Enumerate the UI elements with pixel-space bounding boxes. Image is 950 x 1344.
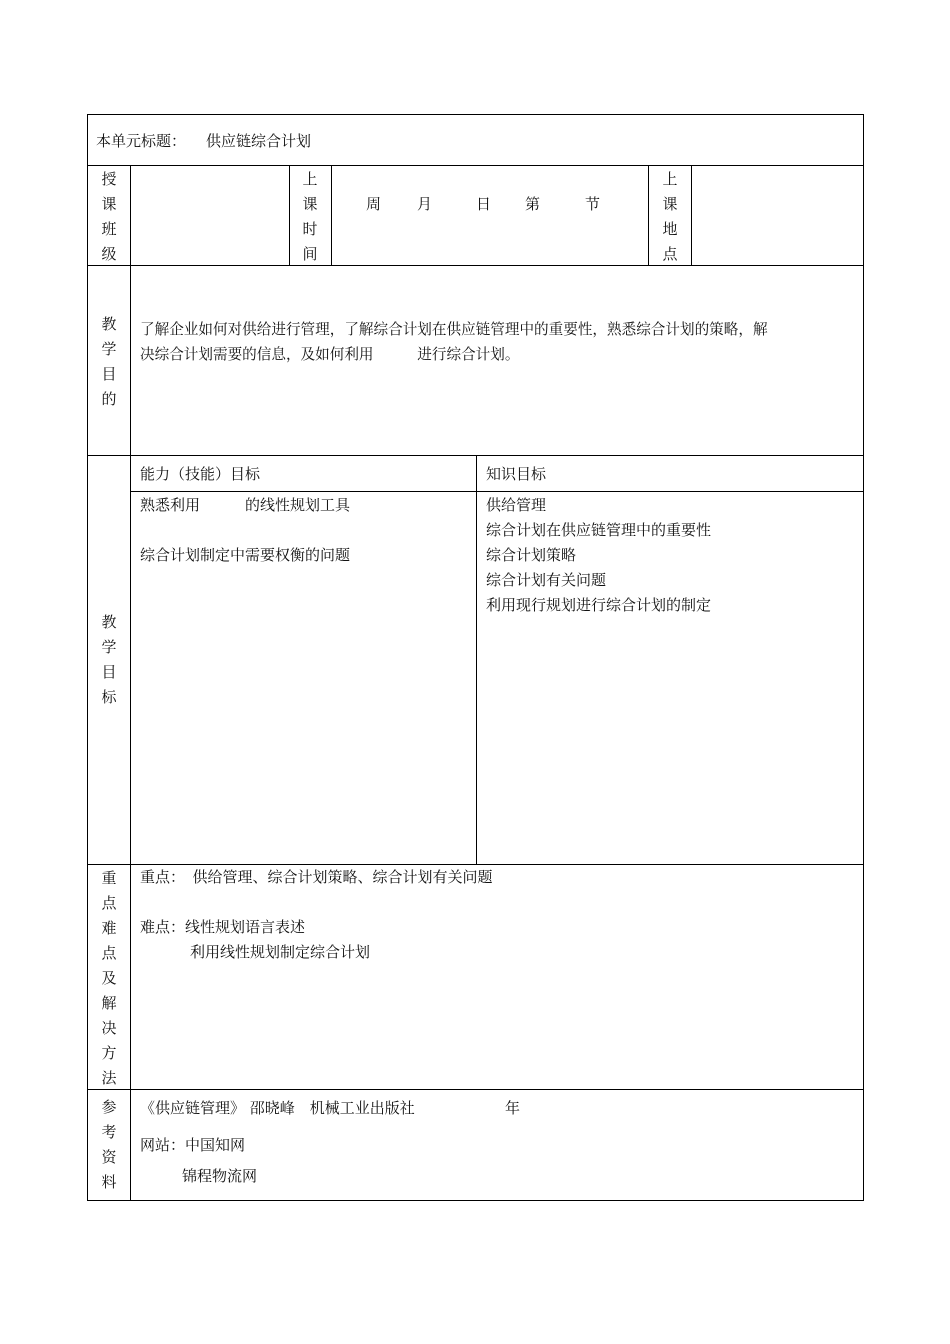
- divider: [130, 165, 131, 1201]
- key-points-label: 重 点 难 点 及 解 决 方 法: [101, 869, 117, 1087]
- key-point: 重点： 供给管理、综合计划策略、综合计划有关问题: [140, 868, 493, 886]
- divider: [130, 491, 864, 492]
- unit-title: 供应链综合计划: [206, 132, 312, 150]
- time-label: 上 课 时 间: [302, 170, 318, 263]
- knowledge-item: 利用现行规划进行综合计划的制定: [486, 596, 712, 614]
- reference-book: 《供应链管理》 邵晓峰 机械工业出版社: [140, 1099, 415, 1117]
- unit-title-label: 本单元标题：: [96, 132, 187, 150]
- knowledge-item: 综合计划在供应链管理中的重要性: [486, 521, 712, 539]
- place-label: 上 课 地 点: [662, 170, 678, 263]
- divider: [691, 165, 692, 265]
- knowledge-item: 综合计划策略: [486, 546, 577, 564]
- divider: [87, 165, 864, 166]
- time-week: 周: [366, 195, 382, 213]
- time-day: 日: [476, 195, 492, 213]
- difficulty: 难点：线性规划语言表述: [140, 918, 306, 936]
- ability-item: 综合计划制定中需要权衡的问题: [140, 546, 351, 564]
- purpose-line: 了解企业如何对供给进行管理，了解综合计划在供应链管理中的重要性，熟悉综合计划的策略，解: [140, 321, 768, 338]
- knowledge-item: 供给管理: [486, 496, 547, 514]
- purpose-label: 教 学 目 的: [101, 315, 117, 408]
- knowledge-item: 综合计划有关问题: [486, 571, 607, 589]
- time-month: 月: [417, 195, 433, 213]
- divider: [331, 165, 332, 265]
- reference-website-2: 锦程物流网: [182, 1167, 258, 1185]
- ability-header: 能力（技能）目标: [140, 465, 261, 483]
- divider: [648, 165, 649, 265]
- reference-website: 网站：中国知网: [140, 1136, 246, 1154]
- difficulty-2: 利用线性规划制定综合计划: [190, 943, 371, 961]
- divider: [87, 265, 864, 266]
- knowledge-header: 知识目标: [486, 465, 547, 483]
- time-session: 节: [585, 195, 601, 213]
- purpose-line: 决综合计划需要的信息，及如何利用 进行综合计划。: [140, 346, 520, 363]
- class-label: 授 课 班 级: [101, 170, 117, 263]
- references-label: 参 考 资 料: [101, 1098, 117, 1191]
- divider: [476, 455, 477, 864]
- reference-year: 年: [505, 1099, 521, 1117]
- time-session-prefix: 第: [525, 195, 541, 213]
- goals-label: 教 学 目 标: [101, 613, 117, 706]
- ability-item: 熟悉利用 的线性规划工具: [140, 496, 351, 514]
- divider: [289, 165, 290, 265]
- divider: [87, 1089, 864, 1090]
